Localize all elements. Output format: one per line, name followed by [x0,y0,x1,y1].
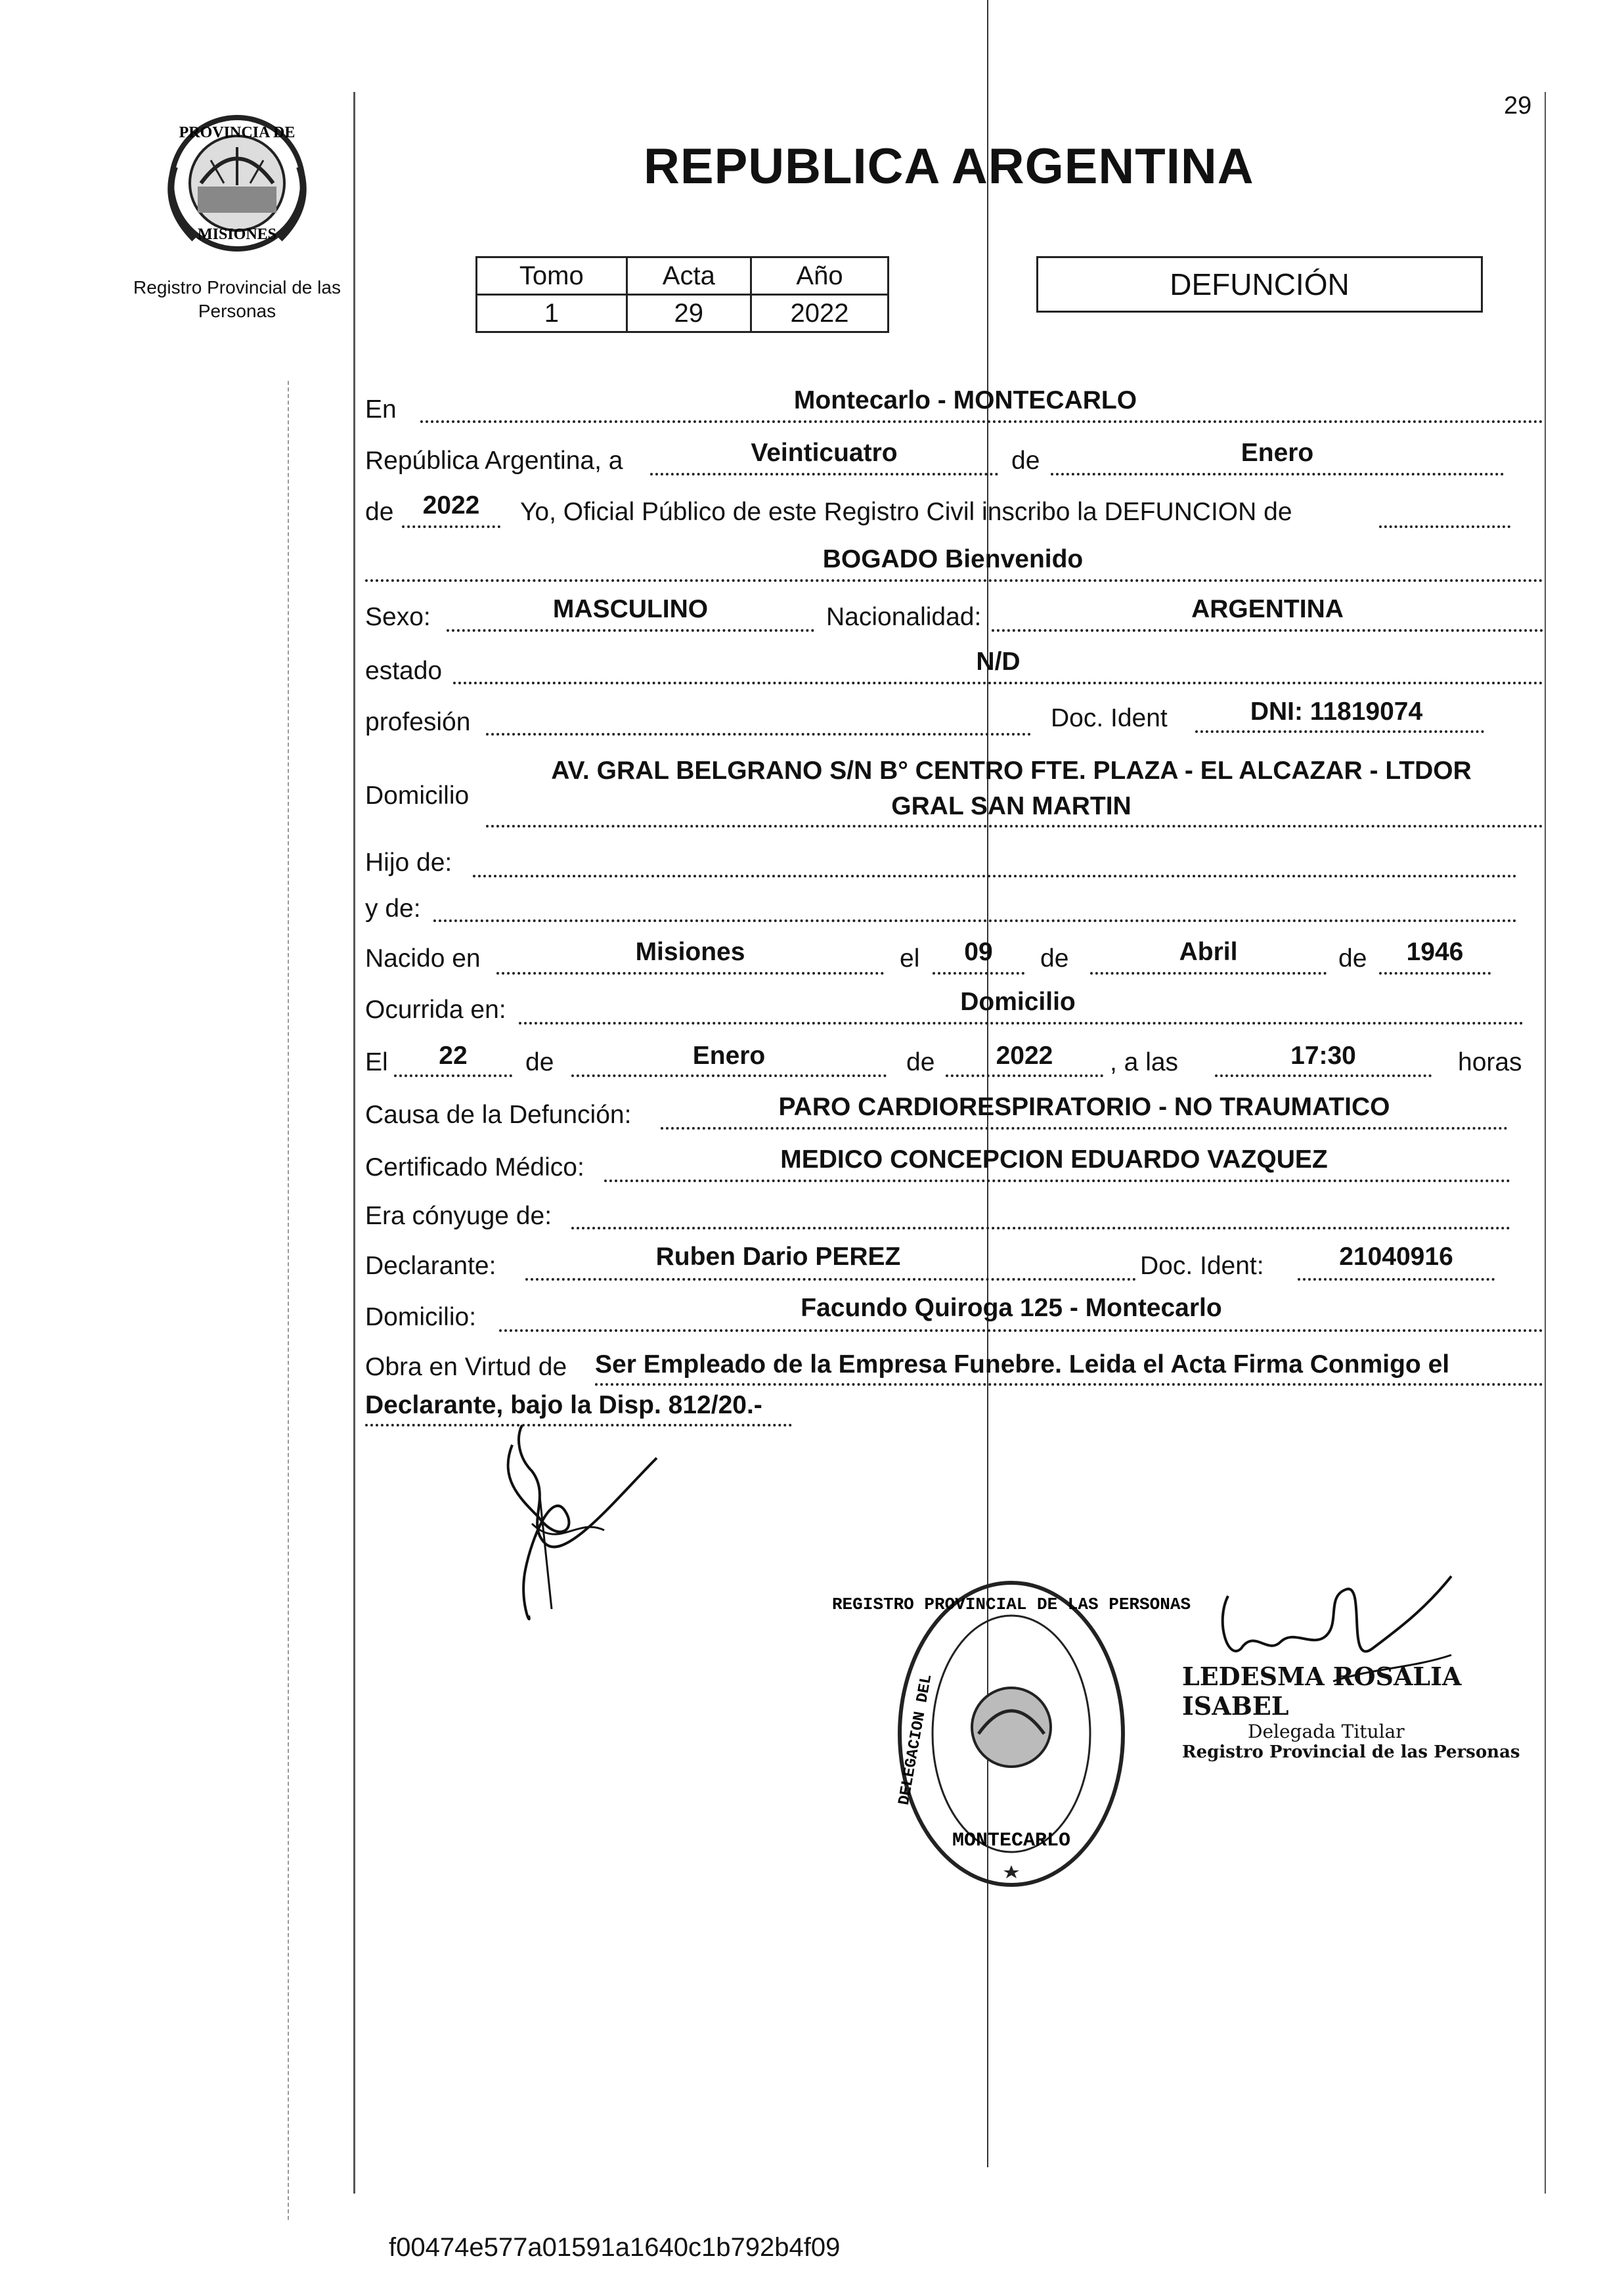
ocurrida-label: Ocurrida en: [365,996,506,1024]
estado-value: N/D [976,648,1021,676]
death-day: 22 [439,1042,468,1070]
obra-dots-1 [595,1383,1543,1386]
el-label: el [900,944,920,973]
alas-label: , a las [1110,1048,1179,1076]
nacionalidad-value: ARGENTINA [1191,595,1344,623]
record-type-box [1036,256,1483,313]
official-stamp [1182,1662,1524,1762]
official-name: LEDESMA ROSALIA ISABEL [1182,1662,1462,1721]
horas-label: horas [1458,1048,1522,1076]
yo-dots [1379,525,1510,528]
sexo-dots [447,629,814,632]
sexo-value: MASCULINO [552,595,709,623]
birth-day: 09 [964,938,993,966]
death-day-dots [394,1074,512,1077]
domicilio-line1: AV. GRAL BELGRANO S/N B° CENTRO FTE. PLAZA - EL ALCAZAR - LTDOR [551,757,1472,785]
day-words: Veinticuatro [751,439,898,467]
doc-ident-label: Doc. Ident [1051,704,1168,732]
decl-domicilio-value: Facundo Quiroga 125 - Montecarlo [801,1294,1222,1322]
doc-ident-dots [1195,730,1484,733]
nacido-dots [496,972,884,975]
obra-label: Obra en Virtud de [365,1353,567,1381]
table-value-tomo: 1 [477,295,627,332]
conyuge-dots [571,1227,1510,1229]
birth-year-dots [1379,972,1491,975]
table-value-ano: 2022 [751,295,888,332]
causa-dots [661,1127,1508,1130]
year-dots [402,525,500,528]
death-month: Enero [692,1042,766,1070]
death-time: 17:30 [1290,1042,1356,1070]
emblem-text-bottom: MISIONES [197,226,277,243]
causa-value: PARO CARDIORESPIRATORIO - NO TRAUMATICO [778,1093,1390,1121]
official-title: Delegada Titular [1248,1721,1405,1742]
record-table-value-row [477,295,889,332]
table-header-tomo: Tomo [477,257,627,295]
nacido-label: Nacido en [365,944,481,973]
table-header-ano: Año [751,257,888,295]
yo-text: Yo, Oficial Público de este Registro Civil inscribo la DEFUNCION de [520,498,1292,526]
decl-domicilio-label: Domicilio: [365,1303,477,1331]
de-label: de [1011,447,1040,475]
birth-month: Abril [1179,938,1238,966]
profesion-dots [486,733,1031,736]
record-table [475,256,889,333]
deceased-name: BOGADO Bienvenido [822,545,1084,573]
nacido-value: Misiones [635,938,745,966]
birth-year: 1946 [1406,938,1464,966]
causa-label: Causa de la Defunción: [365,1101,632,1129]
birth-day-dots [933,972,1024,975]
en-dots [420,420,1543,423]
certificado-label: Certificado Médico: [365,1153,584,1181]
province-emblem [162,108,313,259]
declarant-signature [486,1419,683,1635]
ocurrida-dots [519,1022,1524,1025]
death-year: 2022 [996,1042,1053,1070]
decl-domicilio-dots [499,1329,1543,1332]
seal-text-bottom: MONTECARLO [952,1830,1071,1852]
declarante-doc-value: 21040916 [1339,1243,1453,1271]
hijo-dots [473,875,1517,877]
death-year-dots [946,1074,1103,1077]
profesion-label: profesión [365,708,471,736]
ocurrida-value: Domicilio [960,988,1076,1016]
birth-de1: de [1040,944,1069,973]
certificado-value: MEDICO CONCEPCION EDUARDO VAZQUEZ [780,1145,1328,1174]
estado-dots [453,682,1543,684]
conyuge-label: Era cónyuge de: [365,1202,552,1230]
right-margin-line [1545,92,1546,2194]
domicilio-label: Domicilio [365,782,470,810]
table-header-acta: Acta [627,257,751,295]
record-table-header-row [477,257,889,295]
en-label: En [365,395,397,424]
death-month-dots [571,1074,887,1077]
official-office: Registro Provincial de las Personas [1182,1742,1520,1762]
sexo-label: Sexo: [365,603,431,631]
declarante-label: Declarante: [365,1252,496,1280]
document-hash: f00474e577a01591a1640c1b792b4f09 [389,2233,841,2262]
death-de2: de [906,1048,935,1076]
death-el-label: El [365,1048,388,1076]
yde-dots [433,919,1517,922]
death-de1: de [525,1048,554,1076]
birth-month-dots [1090,972,1327,975]
day-dots [650,473,998,475]
domicilio-dots [486,825,1543,828]
declarante-doc-label: Doc. Ident: [1140,1252,1264,1280]
seal-text-top: REGISTRO PROVINCIAL DE LAS PERSONAS [831,1595,1191,1614]
seal-text-left: DELEGACION DEL [895,1673,936,1807]
hijo-label: Hijo de: [365,849,452,877]
obra-value-line2: Declarante, bajo la Disp. 812/20.- [365,1391,762,1419]
certificado-dots [604,1180,1510,1182]
name-dots [365,579,1543,582]
republica-label: República Argentina, a [365,447,623,475]
month-dots [1051,473,1504,475]
page-number: 29 [1504,92,1532,120]
estado-label: estado [365,657,443,685]
year-label: de [365,498,394,526]
death-time-dots [1215,1074,1432,1077]
declarante-doc-dots [1298,1278,1495,1281]
obra-value-line1: Ser Empleado de la Empresa Funebre. Leida el Acta Firma Conmigo el [595,1350,1450,1379]
domicilio-line2: GRAL SAN MARTIN [891,792,1132,820]
official-seal [831,1576,1191,1891]
birth-de2: de [1338,944,1367,973]
registry-name: Registro Provincial de las Personas [133,277,341,321]
declarante-value: Ruben Dario PEREZ [655,1243,901,1271]
yde-label: y de: [365,894,421,923]
page-title: REPUBLICA ARGENTINA [644,139,1254,194]
table-value-acta: 29 [627,295,751,332]
left-margin-line [353,92,355,2194]
en-value: Montecarlo - MONTECARLO [793,386,1137,414]
doc-ident-value: DNI: 11819074 [1250,697,1423,726]
month: Enero [1241,439,1314,467]
emblem-text-top: PROVINCIA DE [179,124,296,141]
record-type: DEFUNCIÓN [1170,267,1350,301]
declarante-dots [525,1278,1136,1281]
nacionalidad-dots [992,629,1543,632]
year: 2022 [422,491,480,519]
nacionalidad-label: Nacionalidad: [826,603,982,631]
